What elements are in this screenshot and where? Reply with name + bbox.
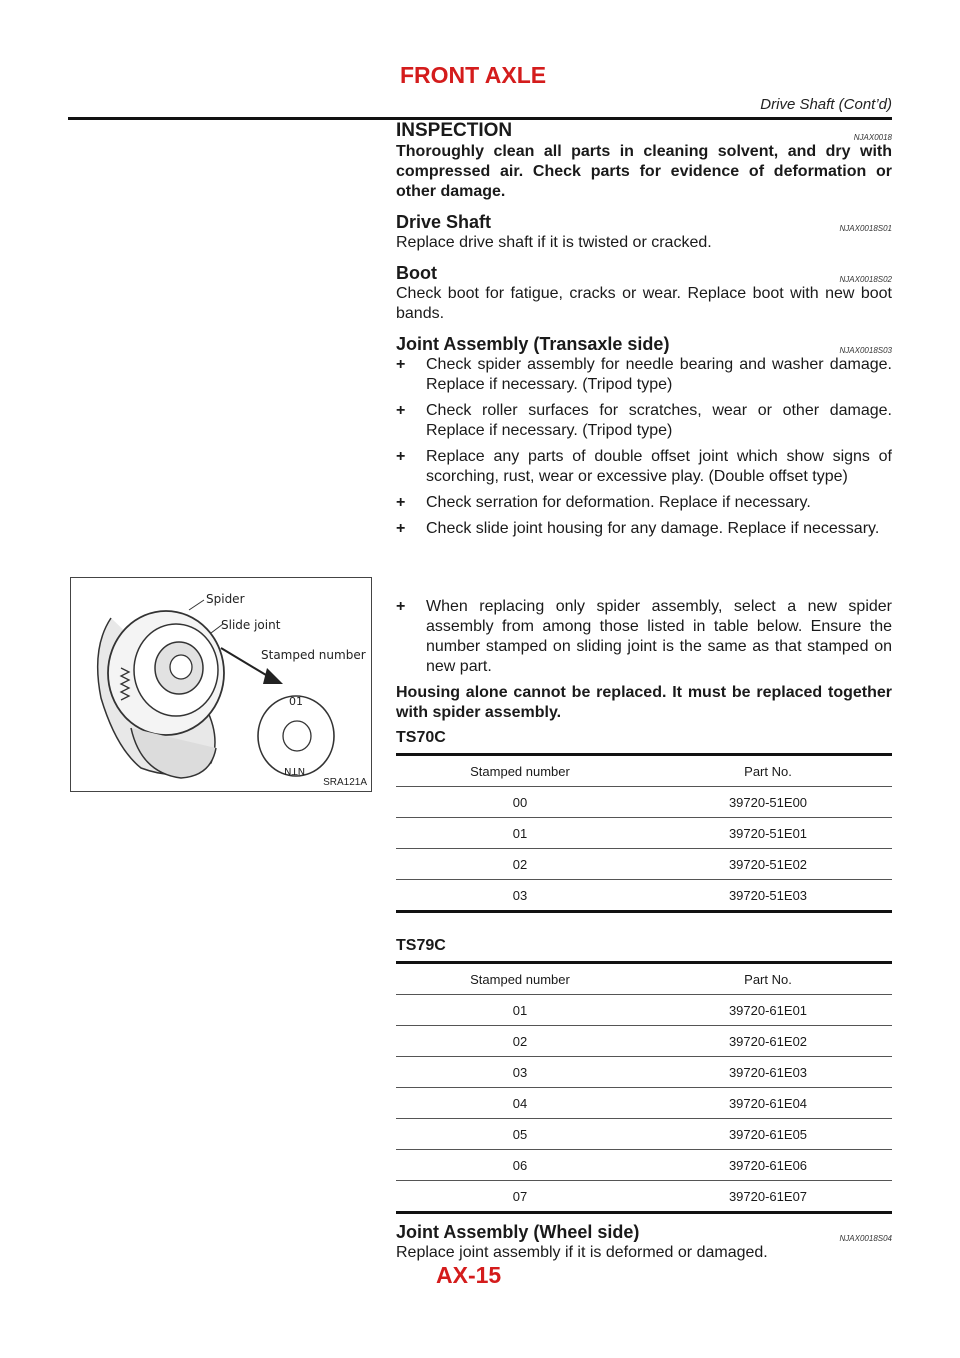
drive-shaft-text: Replace drive shaft if it is twisted or cracked. [396, 234, 712, 251]
table-row: 02 39720-61E02 [396, 1026, 892, 1057]
table-row: 03 39720-51E03 [396, 880, 892, 912]
list-item: + When replacing only spider assembly, select a new spider assembly from among those listed in table below. Ensure the number stamped on sliding joint is the same as that stamped on new part. [396, 598, 892, 675]
list-item: + Check slide joint housing for any damage. Replace if necessary. [396, 520, 880, 537]
table-row: 04 39720-61E04 [396, 1088, 892, 1119]
figure-label-slide-joint: Slide joint [221, 618, 281, 632]
list-item: + Check serration for deformation. Replace if necessary. [396, 494, 811, 511]
boot-text: Check boot for fatigue, cracks or wear. Replace boot with new boot bands. [396, 285, 892, 322]
table-row: 02 39720-51E02 [396, 849, 892, 880]
table-header-row [396, 963, 892, 995]
figure-stamp-01: 01 [289, 695, 303, 708]
spider-note-list [396, 597, 892, 677]
table-row: 01 39720-51E01 [396, 818, 892, 849]
list-item: + Check roller surfaces for scratches, wear or other damage. Replace if necessary. (Tripod type) [396, 402, 892, 439]
bullet-mark: + [396, 448, 406, 465]
drive-shaft-code: NJAX0018S01 [839, 224, 892, 233]
inspection-text: Thoroughly clean all parts in cleaning solvent, and dry with compressed air. Check parts for evidence of deformation or other damage. [396, 143, 892, 200]
table-header-row [396, 755, 892, 787]
page-header-title: FRONT AXLE [400, 62, 547, 88]
joint-wheel-heading: Joint Assembly (Wheel side) [396, 1222, 640, 1242]
table-ts79c-title: TS79C [396, 937, 446, 954]
figure-stamp-ntn: NTN [284, 765, 306, 776]
list-item: + Replace any parts of double offset joint which show signs of scorching, rust, wear or excessive play. (Double offset type) [396, 448, 892, 485]
main-column-top [396, 120, 892, 549]
figure-label-stamped-number: Stamped number [261, 648, 366, 662]
figure-label-spider: Spider [206, 592, 245, 606]
figure-code: SRA121A [323, 777, 367, 788]
page-number: AX-15 [436, 1262, 502, 1288]
joint-wheel-section [396, 1222, 892, 1263]
joint-wheel-code: NJAX0018S04 [839, 1234, 892, 1243]
boot-section [396, 263, 892, 324]
table-row: 06 39720-61E06 [396, 1150, 892, 1181]
table-row: 03 39720-61E03 [396, 1057, 892, 1088]
boot-heading: Boot [396, 263, 437, 283]
page-header-subtitle: Drive Shaft (Cont’d) [760, 96, 892, 113]
joint-transaxle-heading-row [396, 334, 892, 355]
inspection-code: NJAX0018 [853, 133, 892, 142]
housing-note: Housing alone cannot be replaced. It must be replaced together with spider assembly. [396, 684, 892, 721]
table-row: 05 39720-61E05 [396, 1119, 892, 1150]
table-row: 07 39720-61E07 [396, 1181, 892, 1213]
table-header-stamped-number: Stamped number [396, 963, 644, 995]
main-column-bottom [396, 597, 892, 1273]
drive-shaft-heading: Drive Shaft [396, 212, 492, 232]
table-ts79c [396, 961, 892, 1214]
joint-transaxle-list [396, 355, 892, 539]
joint-wheel-text: Replace joint assembly if it is deformed or damaged. [396, 1244, 768, 1261]
bullet-mark: + [396, 356, 406, 373]
joint-wheel-heading-row [396, 1222, 892, 1243]
table-row: 01 39720-61E01 [396, 995, 892, 1026]
spider-assembly-figure [70, 577, 372, 792]
joint-transaxle-code: NJAX0018S03 [839, 346, 892, 355]
bullet-mark: + [396, 520, 406, 537]
bullet-mark: + [396, 494, 406, 511]
drive-shaft-heading-row [396, 212, 892, 233]
table-header-part-no: Part No. [644, 963, 892, 995]
inspection-section [396, 120, 892, 202]
spider-assembly-illustration [71, 578, 371, 791]
table-header-part-no: Part No. [644, 755, 892, 787]
table-row: 00 39720-51E00 [396, 787, 892, 818]
bullet-mark: + [396, 402, 406, 419]
table-ts70c [396, 753, 892, 913]
inspection-heading: INSPECTION [396, 120, 513, 141]
table-header-stamped-number: Stamped number [396, 755, 644, 787]
joint-transaxle-heading: Joint Assembly (Transaxle side) [396, 334, 670, 354]
joint-transaxle-section [396, 334, 892, 539]
list-item: + Check spider assembly for needle bearing and washer damage. Replace if necessary. (Tripod type) [396, 356, 892, 393]
boot-heading-row [396, 263, 892, 284]
table-ts70c-title: TS70C [396, 729, 446, 746]
drive-shaft-section [396, 212, 892, 253]
boot-code: NJAX0018S02 [839, 275, 892, 284]
inspection-heading-row [396, 120, 892, 142]
bullet-mark: + [396, 598, 406, 615]
